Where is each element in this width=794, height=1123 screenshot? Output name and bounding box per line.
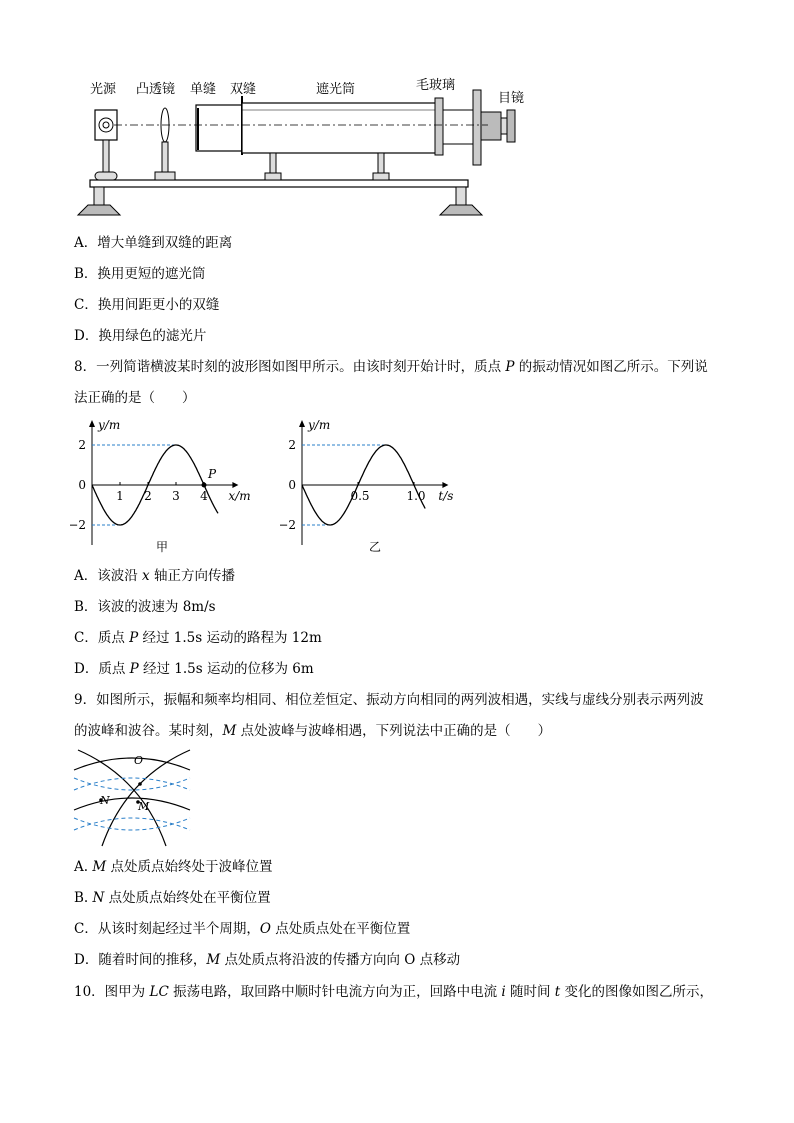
q8-stem-text-b: 的振动情况如图乙所示。下列说	[514, 359, 708, 375]
x-tick-label: 1.0	[406, 489, 426, 503]
chart-jia-svg	[70, 415, 260, 560]
x-axis-label: x/m	[228, 489, 251, 503]
q8-d-it: P	[129, 661, 139, 677]
q9-d-it: M	[206, 952, 221, 968]
x-tick-label: 2	[144, 489, 152, 503]
label-lens: 凸透镜	[136, 82, 176, 97]
q10-stem	[74, 983, 713, 1001]
q8-b-pre: B．该波的波速为 8m/s	[74, 599, 216, 615]
q10-t: t	[554, 984, 561, 1000]
x-tick-label: 4	[200, 489, 208, 503]
q9-a-it: M	[92, 859, 107, 875]
wave-interference-figure	[72, 748, 197, 848]
y-axis-arrow	[89, 420, 95, 427]
y-axis-label: y/m	[308, 418, 331, 432]
q8-c-pre: C．质点	[74, 630, 130, 646]
q9-d-pre: D．随着时间的推移，	[74, 952, 207, 968]
fig-label-o: O	[134, 754, 144, 767]
x-tick-label: 3	[172, 489, 180, 503]
q10-post: 变化的图像如图乙所示，	[560, 984, 714, 1000]
label-eyepiece: 目镜	[498, 91, 525, 106]
label-tube: 遮光筒	[316, 82, 356, 97]
y-tick-label: −2	[70, 518, 86, 532]
y-tick-label: 2	[78, 438, 86, 452]
q8-stem-line2: 法正确的是（ ）	[74, 390, 196, 406]
q9-stem-b: 点处波峰与波峰相遇，下列说法中正确的是（ ）	[236, 723, 552, 739]
q8-d-pre: D．质点	[74, 661, 130, 677]
q8-option-c	[74, 629, 322, 647]
q7-option-b: B．换用更短的遮光筒	[74, 266, 206, 282]
q8-option-a	[74, 567, 235, 585]
q9-stem-line1: 9．如图所示，振幅和频率均相同、相位差恒定、振动方向相同的两列波相遇，实线与虚线分别表示两列波	[74, 692, 704, 708]
x-axis-label: t/s	[438, 489, 454, 503]
q9-stem-m: M	[222, 723, 237, 739]
q9-b-pre: B.	[74, 890, 93, 906]
q8-d-post: 经过 1.5s 运动的位移为 6m	[138, 661, 314, 677]
y-tick-label: 0	[78, 478, 86, 492]
y-axis-label: y/m	[98, 418, 121, 432]
q9-c-it: O	[259, 921, 271, 937]
q9-option-c	[74, 920, 410, 938]
y-tick-label: 0	[288, 478, 296, 492]
q9-stem-line2	[74, 722, 551, 740]
chart-yi	[280, 415, 470, 560]
q8-stem-line1	[74, 358, 708, 376]
x-tick-label: 1	[116, 489, 124, 503]
q10-mid: 振荡电路，取回路中顺时针电流方向为正，回路中电流	[168, 984, 502, 1000]
q10-i: i	[501, 984, 506, 1000]
q8-c-post: 经过 1.5s 运动的路程为 12m	[138, 630, 322, 646]
point-p	[202, 483, 207, 488]
apparatus-figure	[70, 70, 540, 220]
q8-stem-text-a: 8．一列简谐横波某时刻的波形图如图甲所示。由该时刻开始计时，质点	[74, 359, 506, 375]
x-axis-arrow	[442, 482, 448, 488]
q10-pre: 10．图甲为	[74, 984, 150, 1000]
y-axis-arrow	[299, 420, 305, 427]
q9-option-a	[74, 858, 272, 876]
q8-a-it: x	[142, 568, 150, 584]
label-frosted-glass: 毛玻璃	[416, 78, 456, 93]
q9-a-pre: A.	[74, 859, 93, 875]
chart-jia	[70, 415, 260, 560]
chart-caption: 乙	[368, 540, 382, 554]
q8-stem-p: P	[505, 359, 515, 375]
q10-mid2: 随时间	[505, 984, 555, 1000]
q9-c-post: 点处质点处在平衡位置	[270, 921, 411, 937]
q9-b-post: 点处质点始终处在平衡位置	[104, 890, 271, 906]
q9-d-post: 点处质点将沿波的传播方向向 O 点移动	[220, 952, 461, 968]
q8-option-b	[74, 598, 216, 616]
q8-a-post: 轴正方向传播	[149, 568, 235, 584]
q9-option-d	[74, 951, 460, 969]
q9-option-b	[74, 889, 271, 907]
y-tick-label: −2	[280, 518, 296, 532]
chart-caption: 甲	[155, 540, 169, 554]
label-double-slit: 双缝	[230, 82, 257, 97]
fig-label-n: N	[100, 794, 110, 807]
q7-option-c: C．换用间距更小的双缝	[74, 297, 220, 313]
label-single-slit: 单缝	[190, 82, 217, 97]
y-tick-label: 2	[288, 438, 296, 452]
fig-label-m: M	[138, 800, 150, 813]
q7-option-a: A．增大单缝到双缝的距离	[74, 235, 233, 251]
q8-a-pre: A．该波沿	[74, 568, 143, 584]
q9-a-post: 点处质点始终处于波峰位置	[106, 859, 273, 875]
label-light-source: 光源	[90, 82, 117, 97]
wave-interference-svg	[72, 748, 197, 848]
q9-b-it: N	[92, 890, 105, 906]
q9-stem-a: 的波峰和波谷。某时刻，	[74, 723, 223, 739]
q9-c-pre: C．从该时刻起经过半个周期，	[74, 921, 260, 937]
x-axis-arrow	[232, 482, 238, 488]
q7-option-d: D．换用绿色的滤光片	[74, 328, 207, 344]
point-p-label: P	[208, 467, 217, 481]
q10-lc: LC	[149, 984, 169, 1000]
chart-yi-svg	[280, 415, 470, 560]
q8-c-it: P	[129, 630, 139, 646]
x-tick-label: 0.5	[350, 489, 370, 503]
q8-option-d	[74, 660, 314, 678]
